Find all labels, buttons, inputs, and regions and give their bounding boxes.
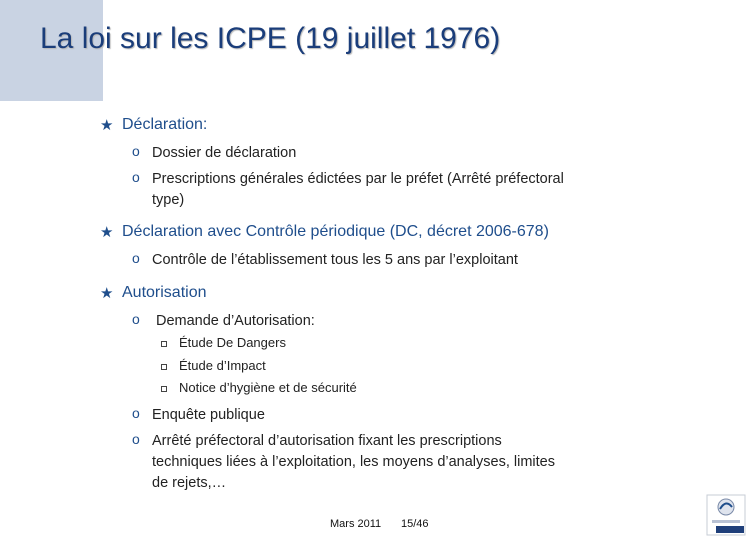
square-bullet-icon <box>161 386 167 392</box>
institution-logo-icon <box>706 494 746 536</box>
square-bullet-icon <box>161 341 167 347</box>
square-bullet-icon <box>161 364 167 370</box>
slide-title: La loi sur les ICPE (19 juillet 1976) <box>40 22 501 55</box>
star-bullet-icon: ★ <box>100 224 114 241</box>
circle-bullet-icon: o <box>132 405 140 421</box>
star-bullet-icon: ★ <box>100 285 114 302</box>
circle-bullet-icon: o <box>132 143 140 159</box>
circle-bullet-icon: o <box>132 311 140 327</box>
slide-content: ★ Déclaration: o Dossier de déclaration o Prescriptions générales édictées par le préfet (Arrêté préfectoral type) ★ Déclaration avec Contrôle périodique (DC, décret 2006-678) o Contrôle de l’établissement tous les 5 ans par l’exploitant ★ Autorisation o Demande d’Autorisation: Étude De Dangers Étude d’Impact Notice d’hygiène et de sécurité o Enquête publique o Arrêté préfectoral d’autorisation fixant les prescriptions techniques liées à l’exploitation, les moyens d’analyses, limites de rejets,… <box>100 116 564 491</box>
circle-bullet-icon: o <box>132 250 140 266</box>
star-bullet-icon: ★ <box>100 117 114 134</box>
section-label: Autorisation <box>122 284 207 301</box>
footer-date: Mars 2011 <box>330 518 382 530</box>
section-label: Déclaration: <box>122 116 208 133</box>
footer-page-number: 15/46 <box>401 518 429 530</box>
circle-bullet-icon: o <box>132 169 140 185</box>
section-label: Déclaration avec Contrôle périodique (DC, décret 2006-678) <box>122 223 549 240</box>
circle-bullet-icon: o <box>132 431 140 447</box>
